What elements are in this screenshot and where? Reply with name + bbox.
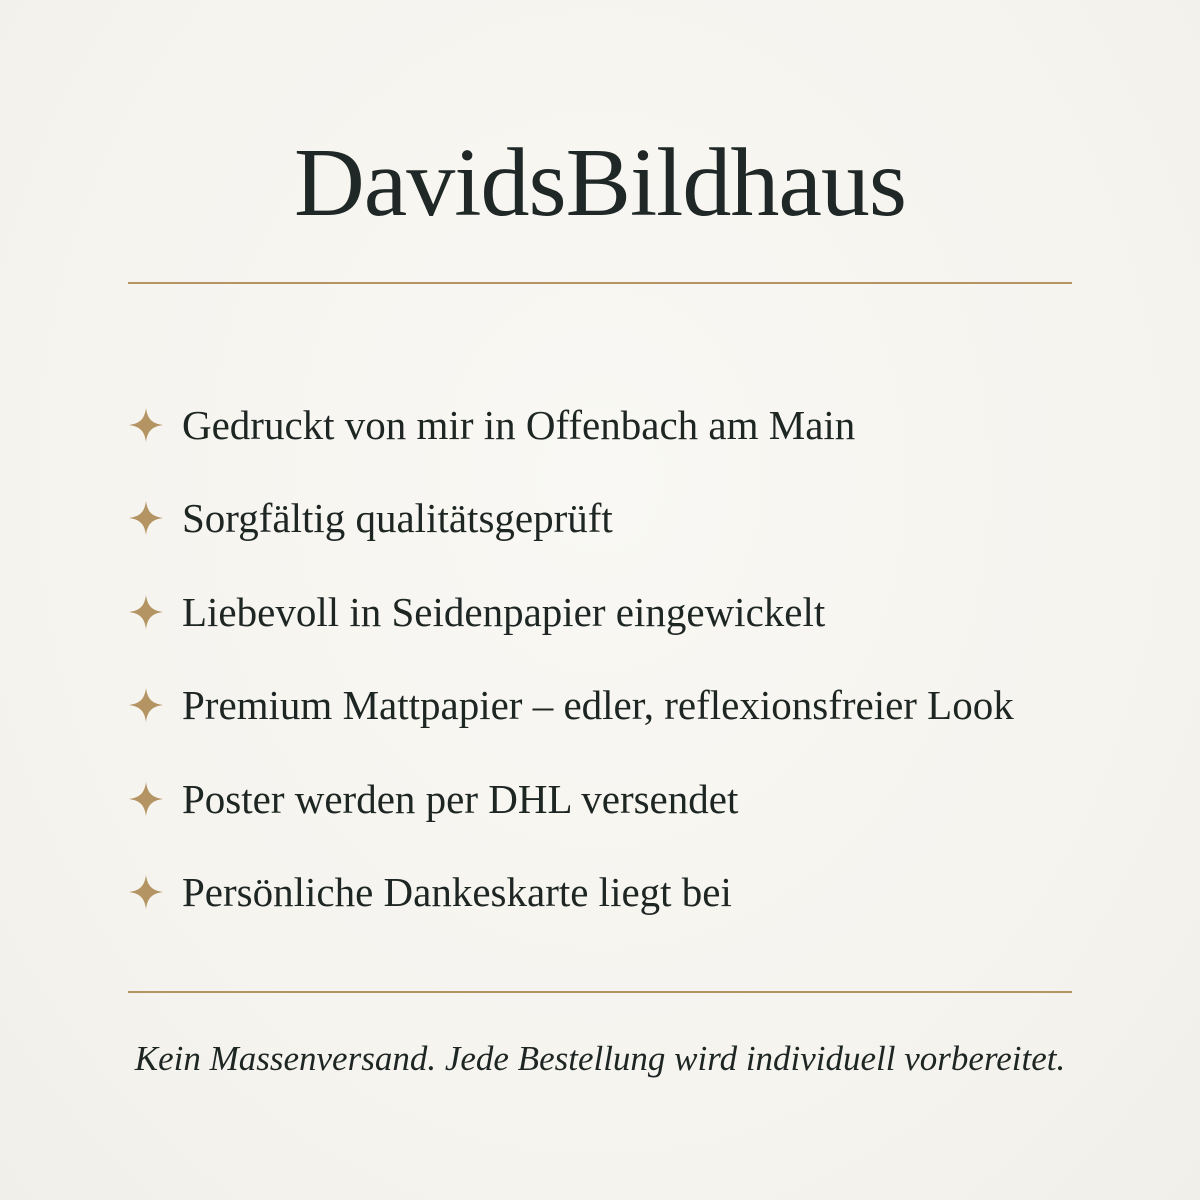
top-divider (128, 282, 1072, 284)
feature-item (128, 378, 1108, 472)
four-point-star-icon (128, 874, 164, 910)
feature-item (128, 752, 1108, 846)
four-point-star-icon (128, 687, 164, 723)
feature-label: Persönliche Dankeskarte liegt bei (182, 869, 732, 916)
feature-item (128, 846, 1108, 940)
four-point-star-icon (128, 781, 164, 817)
four-point-star-icon (128, 407, 164, 443)
bottom-divider (128, 991, 1072, 993)
feature-label: Liebevoll in Seidenpapier eingewickelt (182, 588, 826, 635)
feature-label: Sorgfältig qualitätsgeprüft (182, 495, 613, 542)
feature-label: Premium Mattpapier – edler, reflexionsfreier Look (182, 682, 1014, 729)
tagline: Kein Massenversand. Jede Bestellung wird individuell vorbereitet. (134, 1039, 1066, 1078)
feature-item (128, 659, 1108, 753)
brand-title: DavidsBildhaus (293, 129, 907, 237)
four-point-star-icon (128, 594, 164, 630)
feature-label: Poster werden per DHL versendet (182, 775, 739, 822)
feature-label: Gedruckt von mir in Offenbach am Main (182, 401, 856, 448)
feature-list (128, 378, 1108, 939)
feature-item (128, 565, 1108, 659)
feature-item (128, 472, 1108, 566)
four-point-star-icon (128, 500, 164, 536)
